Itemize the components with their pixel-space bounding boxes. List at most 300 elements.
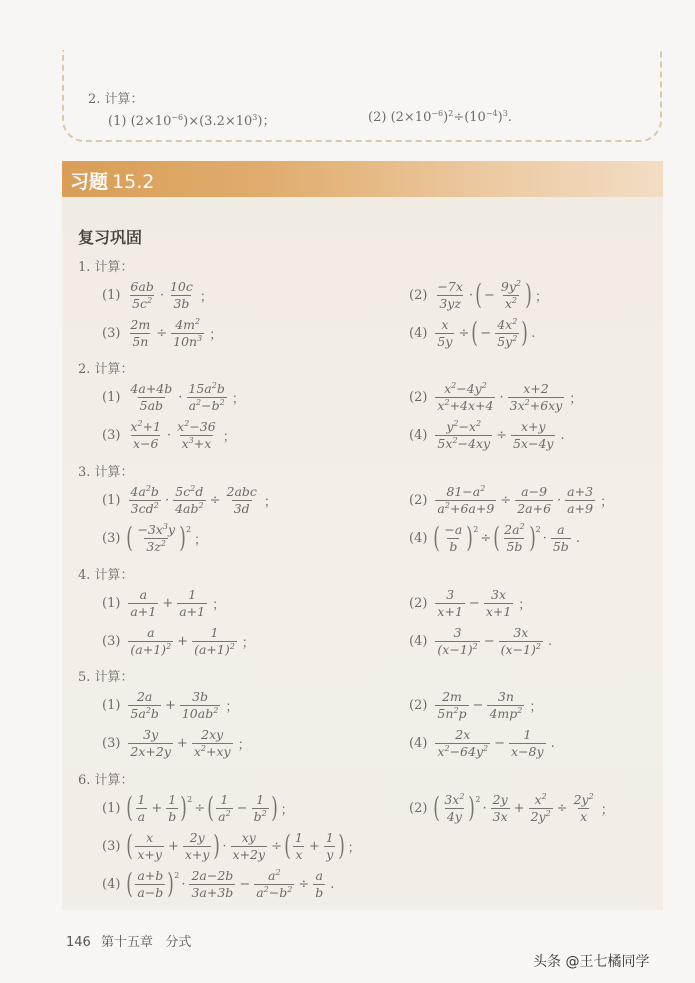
operator: · <box>181 876 186 892</box>
exercise-item <box>385 690 692 721</box>
denominator: 4y <box>446 808 462 824</box>
operator: + <box>164 697 176 713</box>
denominator: $a^2$ <box>218 808 231 824</box>
fraction <box>128 728 173 759</box>
fraction <box>313 869 325 900</box>
operator: · <box>499 389 504 405</box>
item-number: (2) <box>409 595 428 611</box>
denominator: x+1 <box>437 603 463 619</box>
denominator: 5x−4y <box>512 435 554 451</box>
exercise-item <box>385 728 692 759</box>
numerator: $x^2$ <box>534 791 547 807</box>
parenthesis: ) <box>525 278 532 311</box>
item-number: (4) <box>409 735 428 751</box>
parenthesis: ( <box>493 521 500 554</box>
exercise-item <box>78 869 678 900</box>
denominator: $a^2+6a+9$ <box>437 500 495 516</box>
numerator: x+y <box>520 418 546 434</box>
punctuation: ； <box>225 699 239 715</box>
exponent: 2 <box>174 870 180 880</box>
item-number: (3) <box>102 325 121 341</box>
denominator: 5b <box>552 538 569 554</box>
item-number: (2) <box>409 389 428 405</box>
punctuation: . <box>575 530 580 546</box>
item-number: (2) <box>368 110 387 125</box>
fraction <box>171 318 204 349</box>
denominator: $x^3+x$ <box>181 435 212 451</box>
exercise-row <box>78 622 692 660</box>
punctuation: ； <box>222 429 236 445</box>
item-expression: $(2\times 10^{-6})^2\div(10^{-4})^3$. <box>390 109 512 125</box>
operator: · <box>164 492 170 508</box>
exercise-item <box>385 523 692 554</box>
denominator: a <box>137 808 146 824</box>
fraction <box>128 626 173 657</box>
fraction <box>435 626 479 657</box>
exercise-row <box>78 827 692 865</box>
item-number: (1) <box>102 697 121 713</box>
numerator: x+2 <box>523 380 549 396</box>
denominator: b <box>168 808 177 824</box>
operator: ÷ <box>271 838 282 854</box>
exercise-row <box>78 416 692 454</box>
exercise-title: 1. 计算： <box>78 260 134 275</box>
exercise-row <box>78 789 692 827</box>
item-number: (4) <box>409 633 428 649</box>
math-expression <box>126 318 222 349</box>
denominator: a+1 <box>130 603 157 619</box>
exponent: 2 <box>475 794 481 804</box>
exercise-item <box>78 382 385 413</box>
parenthesis: ( <box>433 521 441 554</box>
exercise-item <box>385 318 692 349</box>
fraction <box>435 690 468 721</box>
denominator: $3x^2+6xy$ <box>509 397 563 413</box>
punctuation: ； <box>194 532 208 548</box>
fraction <box>128 382 174 413</box>
punctuation: . <box>547 633 553 649</box>
denominator: 3yz <box>439 295 461 311</box>
exercise-title: 6. 计算： <box>78 773 134 788</box>
fraction <box>495 318 519 349</box>
fraction <box>572 793 596 824</box>
item-number: (4) <box>102 876 121 892</box>
numerator: 1 <box>220 791 229 807</box>
exercise-row <box>78 686 692 724</box>
numerator: 1 <box>168 791 177 807</box>
fraction <box>135 831 164 862</box>
fraction <box>216 793 233 824</box>
numerator: $x^2-4y^2$ <box>444 380 487 396</box>
fraction <box>180 690 220 721</box>
numerator: 3y <box>143 726 159 742</box>
operator: · <box>167 427 172 443</box>
operator: − <box>494 735 506 751</box>
numerator: 1 <box>325 829 334 845</box>
numerator: a <box>557 521 565 537</box>
operator: + <box>308 838 320 854</box>
denominator: a+9 <box>567 500 594 516</box>
parenthesis: ) <box>167 867 175 900</box>
item-number: (1) <box>102 800 121 816</box>
exercise-item <box>385 382 692 413</box>
numerator: $5c^2d$ <box>175 483 204 499</box>
fraction <box>529 793 553 824</box>
denominator: 3b <box>173 295 190 311</box>
parenthesis: ) <box>528 521 536 554</box>
punctuation: . <box>560 427 565 443</box>
numerator: $x^2-36$ <box>177 418 216 434</box>
item-number: (1) <box>102 287 121 303</box>
denominator: $5n^2p$ <box>437 705 467 721</box>
operator: · <box>468 287 474 303</box>
math-expression <box>126 831 360 862</box>
exercise-item <box>385 420 692 451</box>
item-number: (2) <box>409 800 428 816</box>
math-expression <box>126 420 235 451</box>
math-expression <box>126 728 250 759</box>
numerator: 2m <box>442 688 462 704</box>
parenthesis: ( <box>284 829 291 862</box>
numerator: 2x <box>455 726 471 742</box>
numerator: $3x^2$ <box>444 791 465 807</box>
denominator: x+y <box>137 846 162 862</box>
watermark: 头条 @王七橘同学 <box>533 954 650 970</box>
numerator: $2a^2$ <box>504 521 525 537</box>
fraction <box>231 831 268 862</box>
operator: · <box>178 389 183 405</box>
math-expression <box>126 485 277 516</box>
fraction <box>166 793 178 824</box>
punctuation: . <box>550 735 555 751</box>
fraction <box>177 588 207 619</box>
exercise-banner <box>62 161 663 197</box>
fraction <box>487 690 524 721</box>
fraction <box>128 485 161 516</box>
punctuation: . <box>330 876 335 892</box>
parenthesis: ( <box>475 278 482 311</box>
fraction <box>168 280 195 311</box>
fraction <box>324 831 336 862</box>
exercise-row <box>78 378 692 416</box>
exponent: 2 <box>185 524 192 534</box>
denominator: $5y^2$ <box>497 333 518 349</box>
fraction <box>551 523 571 554</box>
punctuation: ； <box>212 597 226 613</box>
punctuation: . <box>531 325 536 341</box>
exercise-item <box>385 626 692 657</box>
fraction <box>175 420 218 451</box>
item-number: (1) <box>102 595 121 611</box>
item-number: (2) <box>409 697 428 713</box>
numerator: a−9 <box>521 483 548 499</box>
fraction <box>435 588 464 619</box>
denominator: $2y^2$ <box>530 808 551 824</box>
numerator: $-3x^3y$ <box>137 521 175 537</box>
numerator: 1 <box>294 829 303 845</box>
exercise-title: 3. 计算： <box>78 465 134 480</box>
operator: · <box>159 287 164 303</box>
denominator: a+1 <box>179 603 206 619</box>
math-expression <box>433 485 613 516</box>
exercise-item <box>78 420 385 451</box>
math-expression <box>433 420 564 451</box>
math-expression <box>126 690 238 721</box>
denominator: 5ab <box>139 397 164 413</box>
operator: ÷ <box>480 530 492 546</box>
exercise-item <box>78 793 385 824</box>
math-expression <box>433 523 580 554</box>
operator: · <box>557 492 562 508</box>
denominator: $5a^2b$ <box>130 705 159 721</box>
numerator: 2y <box>492 791 508 807</box>
operator: + <box>177 633 189 649</box>
parenthesis: ( <box>126 791 134 824</box>
operator: + <box>167 838 179 854</box>
parenthesis: ( <box>471 316 479 349</box>
banner-label: 习题 <box>70 171 109 193</box>
numerator: xy <box>241 829 256 845</box>
math-expression <box>126 382 244 413</box>
numerator: 2xy <box>201 726 224 742</box>
denominator: x <box>295 846 303 862</box>
denominator: 2x+2y <box>130 743 171 759</box>
topic-label: 分式 <box>165 935 192 950</box>
exercise-group <box>78 461 692 557</box>
punctuation: ； <box>237 737 251 753</box>
denominator: $x^2+4x+4$ <box>437 397 494 413</box>
exercise-item <box>78 523 385 554</box>
operator: + <box>162 595 174 611</box>
fraction <box>499 626 543 657</box>
item-number: (3) <box>102 735 121 751</box>
math-expression <box>433 382 582 413</box>
denominator: $a^2-b^2$ <box>256 884 293 900</box>
operator: · <box>222 838 227 854</box>
parenthesis: ) <box>337 829 345 862</box>
exercise-group <box>78 358 692 454</box>
punctuation: ； <box>518 597 532 613</box>
denominator: x+y <box>184 846 210 862</box>
numerator: 10c <box>169 278 193 294</box>
numerator: $x^2+1$ <box>130 418 162 434</box>
denominator: $5x^2-4xy$ <box>437 435 491 451</box>
fraction <box>435 420 492 451</box>
operator: ÷ <box>556 800 568 816</box>
numerator: 1 <box>523 726 532 742</box>
exercise-item <box>78 831 678 862</box>
exercise-item <box>78 728 385 759</box>
numerator: $9y^2$ <box>500 278 521 294</box>
punctuation: ； <box>263 494 277 510</box>
denominator: $10ab^2$ <box>181 705 219 721</box>
item-number: (4) <box>409 427 428 443</box>
operator: ÷ <box>496 427 507 443</box>
item-number: (1) <box>102 492 121 508</box>
denominator: 3d <box>233 500 250 516</box>
numerator: x <box>441 316 449 332</box>
parenthesis: ) <box>270 791 278 824</box>
parenthesis: ) <box>213 829 221 862</box>
denominator: x−6 <box>132 435 159 451</box>
fraction <box>509 728 546 759</box>
exercise-row <box>78 584 692 622</box>
parenthesis: ) <box>468 791 476 824</box>
banner-title <box>70 167 154 194</box>
exercise-row <box>78 519 692 557</box>
numerator: $a^2$ <box>268 867 281 883</box>
exponent: 2 <box>535 524 541 534</box>
fraction <box>484 588 513 619</box>
punctuation: ； <box>199 289 213 305</box>
operator: ÷ <box>500 492 512 508</box>
operator: · <box>482 800 487 816</box>
numerator: $y^2-x^2$ <box>446 418 482 434</box>
math-expression <box>126 626 254 657</box>
numerator: 2abc <box>226 483 257 499</box>
parenthesis: ) <box>180 791 187 824</box>
operator: ÷ <box>194 800 206 816</box>
punctuation: ； <box>241 635 255 651</box>
numerator: $4a^2b$ <box>130 483 159 499</box>
denominator: $a^2-b^2$ <box>188 397 225 413</box>
math-expression <box>433 318 535 349</box>
punctuation: ； <box>231 391 245 407</box>
parenthesis: ( <box>207 791 214 824</box>
numerator: a+3 <box>567 483 594 499</box>
numerator: 6ab <box>130 278 154 294</box>
previous-exercise-title: 2. 计算： <box>88 92 144 107</box>
section-title: 复习巩固 <box>78 228 143 247</box>
numerator: 3x <box>513 624 529 640</box>
denominator: $b^2$ <box>253 808 267 824</box>
fraction <box>128 420 163 451</box>
numerator: 3n <box>497 688 514 704</box>
item-number: (4) <box>409 325 428 341</box>
exponent: 2 <box>187 794 193 804</box>
operator: ÷ <box>298 876 310 892</box>
math-expression <box>433 588 531 619</box>
banner-number: 15.2 <box>112 171 155 193</box>
denominator: y <box>326 846 334 862</box>
denominator: $x^2-64y^2$ <box>437 743 489 759</box>
operator: − <box>236 800 248 816</box>
numerator: $4x^2$ <box>497 316 518 332</box>
numerator: 4a+4b <box>130 380 173 396</box>
punctuation: ； <box>569 391 583 407</box>
exercise-item <box>385 588 692 619</box>
exercise-panel <box>62 161 663 910</box>
operator: · <box>542 530 547 546</box>
numerator: 1 <box>137 791 146 807</box>
exercise-row <box>78 314 692 352</box>
page-number: 146 <box>66 935 91 950</box>
chapter-label: 第十五章 <box>100 935 153 950</box>
fraction <box>186 382 226 413</box>
exercise-item <box>78 690 385 721</box>
numerator: 3 <box>446 586 455 602</box>
operator: − <box>468 595 480 611</box>
numerator: −a <box>444 521 463 537</box>
operator: ÷ <box>458 325 470 341</box>
exercise-row <box>78 481 692 519</box>
operator: + <box>513 800 525 816</box>
denominator: $3z^2$ <box>146 538 166 554</box>
previous-exercise-row <box>108 110 512 129</box>
numerator: −7x <box>437 278 463 294</box>
numerator: $2y^2$ <box>573 791 594 807</box>
denominator: $4ab^2$ <box>175 500 204 516</box>
operator: ÷ <box>156 325 168 341</box>
fraction <box>254 869 294 900</box>
numerator: 2y <box>189 829 205 845</box>
exercise-item <box>78 280 385 311</box>
fraction <box>435 728 490 759</box>
exercise-group <box>78 769 692 903</box>
denominator: x+1 <box>485 603 512 619</box>
operator: − <box>483 287 495 303</box>
numerator: a+b <box>137 867 164 883</box>
exercise-title: 5. 计算： <box>78 670 134 685</box>
math-expression <box>126 280 213 311</box>
parenthesis: ) <box>179 521 186 554</box>
punctuation: ； <box>600 802 614 818</box>
exercise-item <box>78 485 385 516</box>
item-number: (3) <box>102 427 121 443</box>
operator: ÷ <box>209 492 221 508</box>
numerator: 3b <box>192 688 209 704</box>
fraction <box>511 420 556 451</box>
denominator: $(x-1)^2$ <box>437 641 478 657</box>
fraction <box>499 280 523 311</box>
fraction <box>183 831 212 862</box>
item-number: (1) <box>102 389 121 405</box>
item-number: (3) <box>102 530 121 546</box>
fraction <box>442 523 464 554</box>
denominator: a−b <box>137 884 164 900</box>
fraction <box>442 793 466 824</box>
numerator: a <box>139 586 148 602</box>
previous-item-1 <box>108 110 368 129</box>
denominator: $(a+1)^2$ <box>130 641 172 657</box>
denominator: $5c^2$ <box>132 295 153 311</box>
exercise-title: 2. 计算： <box>78 362 134 377</box>
parenthesis: ( <box>126 867 134 900</box>
math-expression <box>433 793 613 824</box>
punctuation: ； <box>280 802 294 818</box>
page-footer <box>66 931 191 950</box>
denominator: $(x-1)^2$ <box>500 641 541 657</box>
fraction <box>435 318 454 349</box>
numerator: $81-a^2$ <box>446 483 486 499</box>
exercise-row <box>78 724 692 762</box>
parenthesis: ( <box>126 521 134 554</box>
operator: + <box>151 800 163 816</box>
exercise-item <box>385 280 692 311</box>
exercise-group <box>78 666 692 762</box>
fraction <box>128 690 161 721</box>
numerator: 2a−2b <box>191 867 234 883</box>
math-expression <box>433 280 548 311</box>
math-expression <box>433 728 554 759</box>
math-expression <box>433 626 552 657</box>
fraction <box>293 831 305 862</box>
denominator: 5b <box>506 538 523 554</box>
parenthesis: ) <box>521 316 529 349</box>
numerator: 1 <box>256 791 265 807</box>
denominator: x <box>580 808 588 824</box>
exponent: 2 <box>473 524 479 534</box>
